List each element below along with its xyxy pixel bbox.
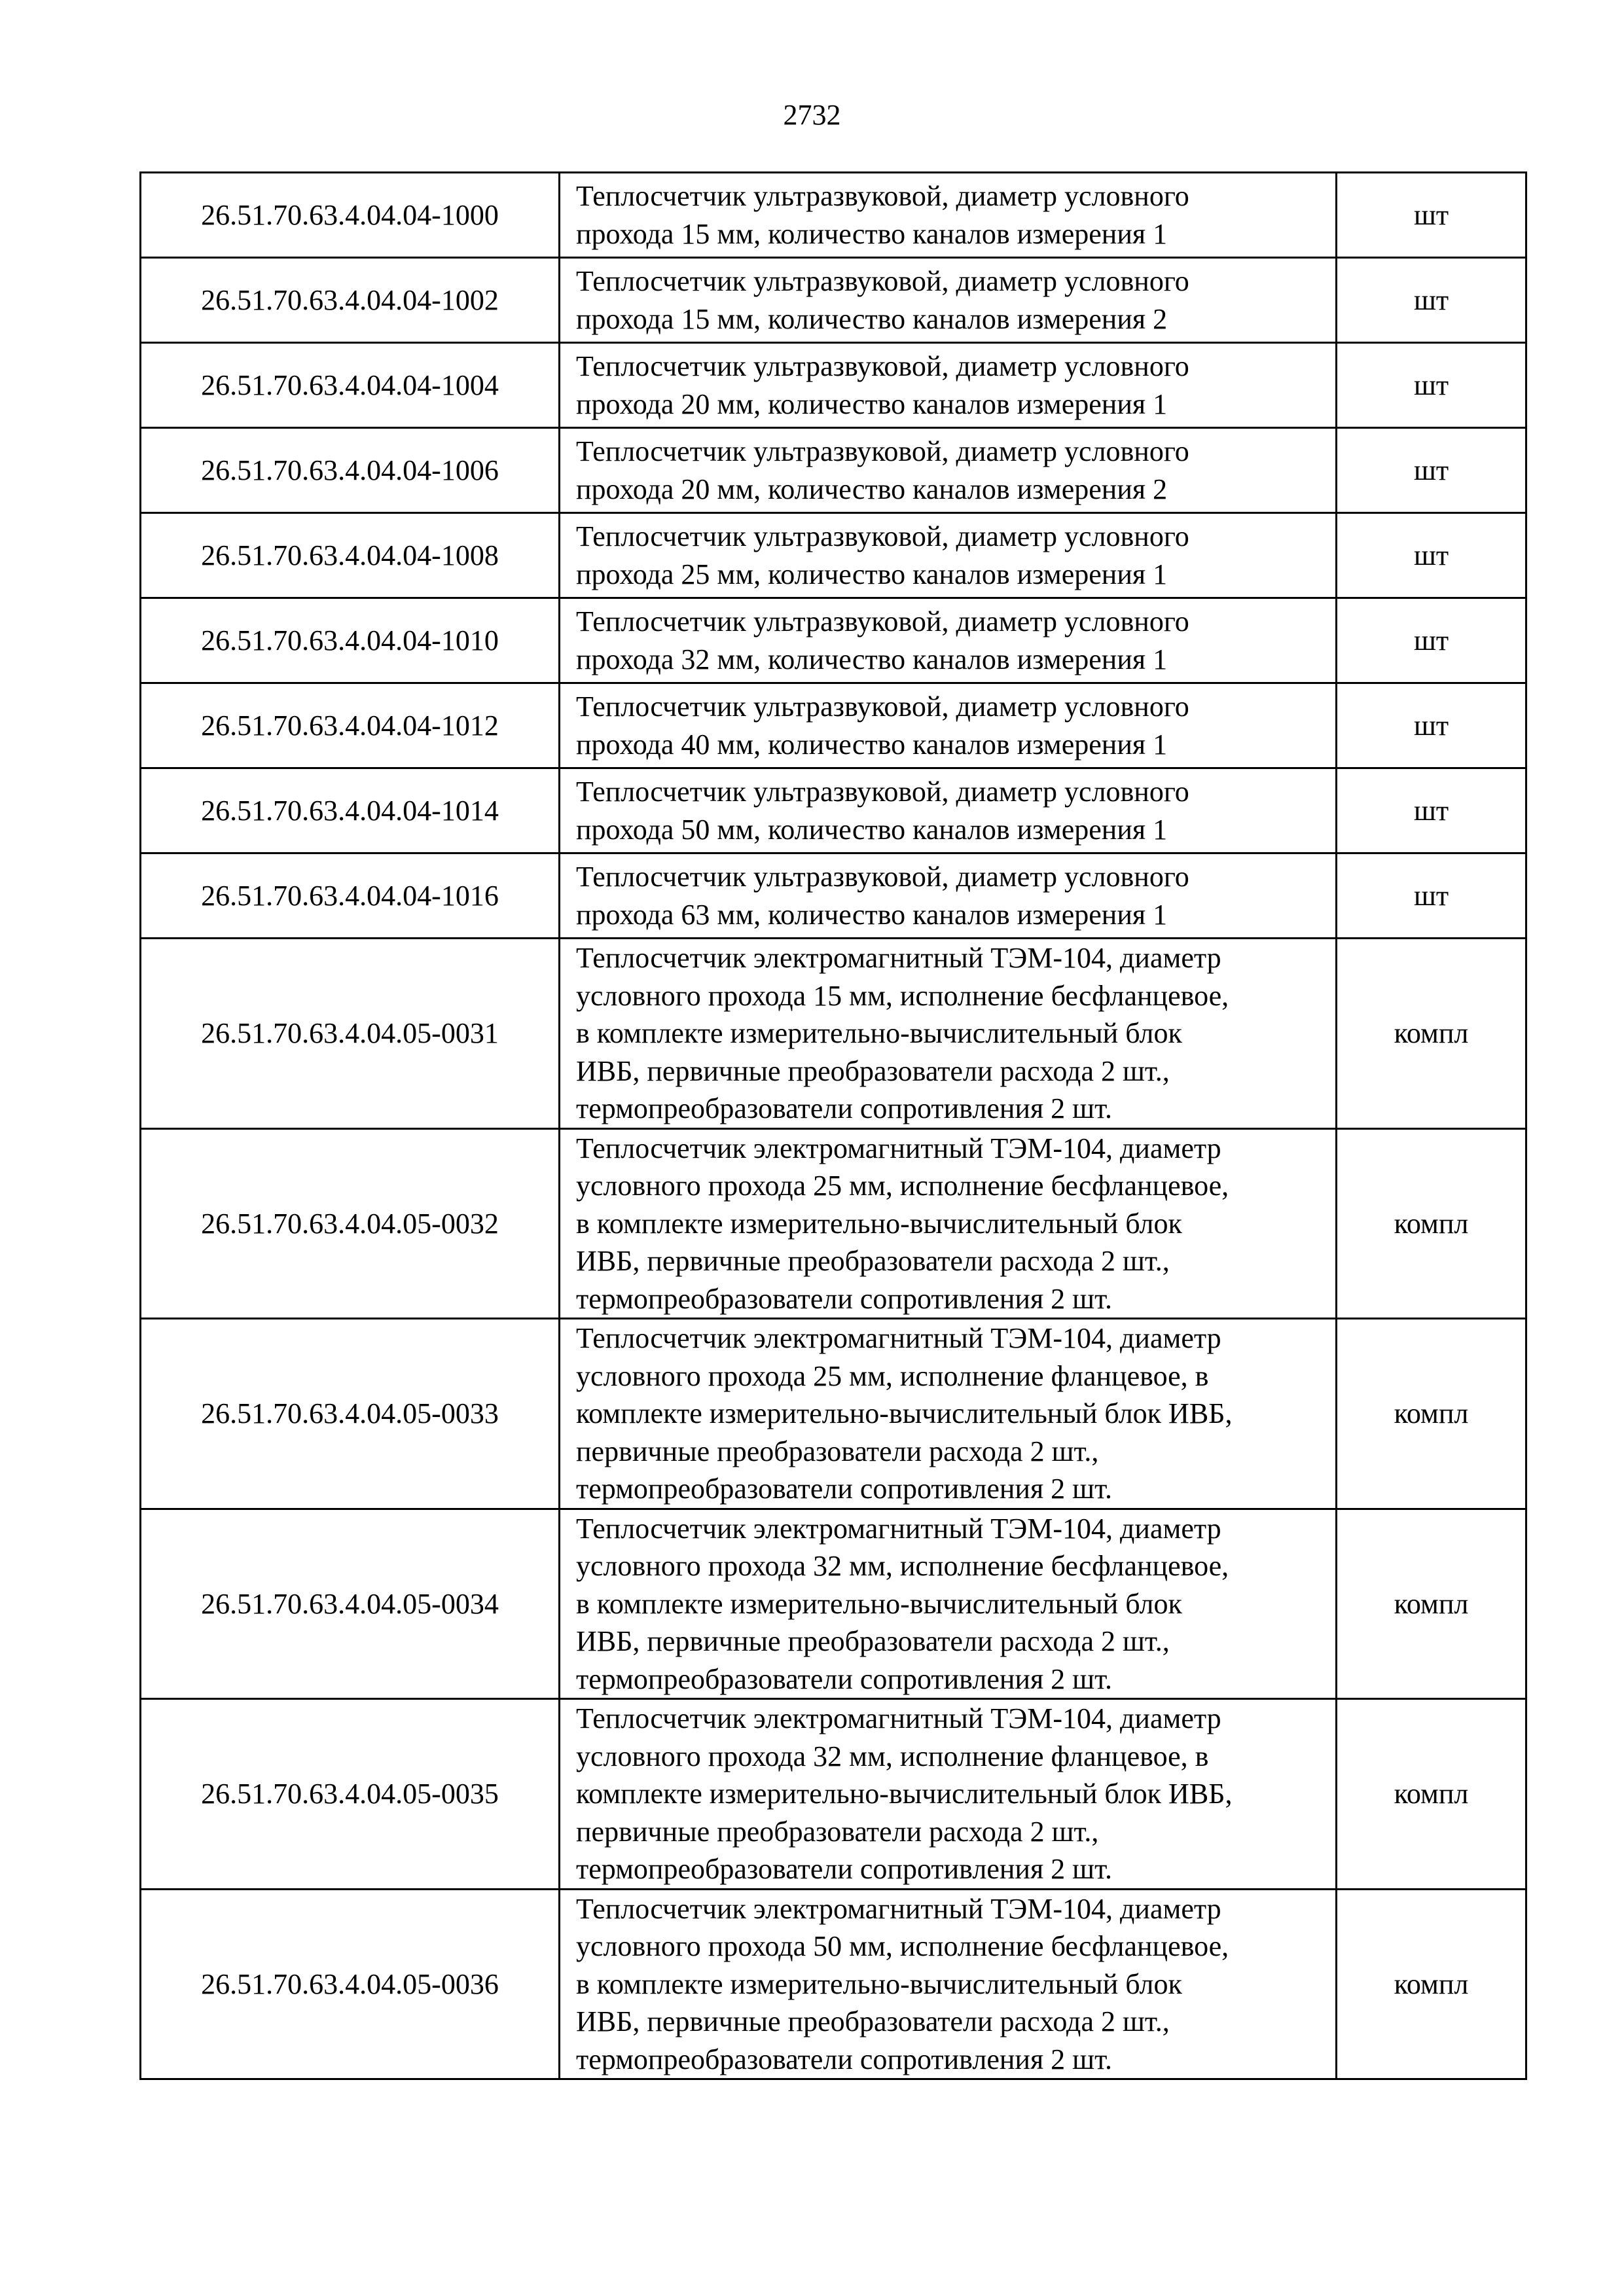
table-row — [141, 343, 1526, 428]
table-row — [141, 768, 1526, 853]
description-line: прохода 40 мм, количество каналов измерения 1 — [576, 728, 1168, 761]
table-row — [141, 173, 1526, 258]
table-row — [141, 513, 1526, 598]
description-line: условного прохода 32 мм, исполнение фланцевое, в — [576, 1740, 1209, 1772]
description-line: комплекте измерительно-вычислительный блок ИВБ, — [576, 1397, 1233, 1429]
description-line: прохода 50 мм, количество каналов измерения 1 — [576, 813, 1168, 846]
resource-code: 26.51.70.63.4.04.04-1004 — [141, 343, 560, 428]
resource-code: 26.51.70.63.4.04.04-1000 — [141, 173, 560, 258]
table-body — [141, 173, 1526, 2079]
description-line: Теплосчетчик ультразвуковой, диаметр условного — [576, 776, 1189, 808]
description-line: Теплосчетчик ультразвуковой, диаметр условного — [576, 265, 1189, 297]
description-line: прохода 15 мм, количество каналов измерения 2 — [576, 302, 1168, 335]
description-line: прохода 15 мм, количество каналов измерения 1 — [576, 217, 1168, 250]
resource-code: 26.51.70.63.4.04.04-1010 — [141, 598, 560, 683]
resource-description — [560, 1319, 1337, 1509]
resource-description — [560, 258, 1337, 343]
unit-of-measure: компл — [1337, 939, 1526, 1129]
unit-of-measure: компл — [1337, 1509, 1526, 1699]
description-line: условного прохода 15 мм, исполнение бесфланцевое, — [576, 979, 1229, 1012]
table-row — [141, 1889, 1526, 2079]
resource-description — [560, 343, 1337, 428]
resource-code: 26.51.70.63.4.04.04-1006 — [141, 428, 560, 513]
unit-of-measure: шт — [1337, 768, 1526, 853]
resource-table — [139, 171, 1527, 2080]
description-line: первичные преобразователи расхода 2 шт., — [576, 1435, 1099, 1467]
resource-description — [560, 598, 1337, 683]
description-line: первичные преобразователи расхода 2 шт., — [576, 1815, 1099, 1848]
unit-of-measure: шт — [1337, 853, 1526, 939]
description-line: Теплосчетчик электромагнитный ТЭМ-104, диаметр — [576, 1702, 1221, 1734]
page-number: 2732 — [783, 99, 841, 131]
description-line: термопреобразователи сопротивления 2 шт. — [576, 2043, 1112, 2075]
unit-of-measure: шт — [1337, 343, 1526, 428]
description-line: прохода 20 мм, количество каналов измерения 2 — [576, 473, 1168, 505]
description-line: прохода 25 мм, количество каналов измерения 1 — [576, 558, 1168, 590]
description-line: ИВБ, первичные преобразователи расхода 2 шт., — [576, 2005, 1170, 2037]
table-row — [141, 258, 1526, 343]
resource-code: 26.51.70.63.4.04.05-0034 — [141, 1509, 560, 1699]
resource-code: 26.51.70.63.4.04.04-1014 — [141, 768, 560, 853]
description-line: условного прохода 25 мм, исполнение фланцевое, в — [576, 1359, 1209, 1392]
resource-code: 26.51.70.63.4.04.04-1016 — [141, 853, 560, 939]
resource-description — [560, 1509, 1337, 1699]
resource-code: 26.51.70.63.4.04.05-0036 — [141, 1889, 560, 2079]
description-line: термопреобразователи сопротивления 2 шт. — [576, 1282, 1112, 1315]
description-line: в комплекте измерительно-вычислительный блок — [576, 1587, 1182, 1620]
resource-code: 26.51.70.63.4.04.04-1002 — [141, 258, 560, 343]
description-line: прохода 20 мм, количество каналов измерения 1 — [576, 387, 1168, 420]
description-line: в комплекте измерительно-вычислительный блок — [576, 1967, 1182, 2000]
unit-of-measure: шт — [1337, 598, 1526, 683]
description-line: ИВБ, первичные преобразователи расхода 2 шт., — [576, 1245, 1170, 1277]
description-line: условного прохода 50 мм, исполнение бесфланцевое, — [576, 1930, 1229, 1962]
description-line: ИВБ, первичные преобразователи расхода 2 шт., — [576, 1054, 1170, 1087]
description-line: Теплосчетчик ультразвуковой, диаметр условного — [576, 180, 1189, 212]
unit-of-measure: шт — [1337, 683, 1526, 768]
unit-of-measure: компл — [1337, 1699, 1526, 1890]
unit-of-measure: шт — [1337, 428, 1526, 513]
resource-description — [560, 939, 1337, 1129]
resource-code: 26.51.70.63.4.04.05-0033 — [141, 1319, 560, 1509]
description-line: прохода 32 мм, количество каналов измерения 1 — [576, 643, 1168, 675]
description-line: Теплосчетчик ультразвуковой, диаметр условного — [576, 350, 1189, 382]
description-line: Теплосчетчик ультразвуковой, диаметр условного — [576, 605, 1189, 637]
resource-description — [560, 173, 1337, 258]
description-line: Теплосчетчик электромагнитный ТЭМ-104, диаметр — [576, 1512, 1221, 1545]
table-row — [141, 939, 1526, 1129]
resource-code: 26.51.70.63.4.04.05-0035 — [141, 1699, 560, 1890]
table-row — [141, 853, 1526, 939]
description-line: Теплосчетчик электромагнитный ТЭМ-104, диаметр — [576, 1132, 1221, 1164]
resource-description — [560, 513, 1337, 598]
description-line: в комплекте измерительно-вычислительный блок — [576, 1207, 1182, 1240]
table-row — [141, 428, 1526, 513]
resource-description — [560, 683, 1337, 768]
table-row — [141, 1319, 1526, 1509]
description-line: ИВБ, первичные преобразователи расхода 2 шт., — [576, 1625, 1170, 1657]
unit-of-measure: шт — [1337, 513, 1526, 598]
description-line: Теплосчетчик ультразвуковой, диаметр условного — [576, 520, 1189, 552]
description-line: прохода 63 мм, количество каналов измерения 1 — [576, 898, 1168, 931]
description-line: термопреобразователи сопротивления 2 шт. — [576, 1853, 1112, 1885]
unit-of-measure: шт — [1337, 258, 1526, 343]
unit-of-measure: компл — [1337, 1319, 1526, 1509]
description-line: термопреобразователи сопротивления 2 шт. — [576, 1473, 1112, 1505]
resource-code: 26.51.70.63.4.04.05-0031 — [141, 939, 560, 1129]
table-row — [141, 1699, 1526, 1890]
description-line: Теплосчетчик ультразвуковой, диаметр условного — [576, 861, 1189, 893]
table-row — [141, 683, 1526, 768]
table-row — [141, 598, 1526, 683]
table-row — [141, 1128, 1526, 1319]
resource-code: 26.51.70.63.4.04.04-1012 — [141, 683, 560, 768]
description-line: в комплекте измерительно-вычислительный блок — [576, 1017, 1182, 1049]
table-row — [141, 1509, 1526, 1699]
description-line: Теплосчетчик электромагнитный ТЭМ-104, диаметр — [576, 1892, 1221, 1925]
resource-description — [560, 428, 1337, 513]
resource-description — [560, 1699, 1337, 1890]
description-line: комплекте измерительно-вычислительный блок ИВБ, — [576, 1778, 1233, 1810]
unit-of-measure: шт — [1337, 173, 1526, 258]
description-line: термопреобразователи сопротивления 2 шт. — [576, 1662, 1112, 1695]
resource-code: 26.51.70.63.4.04.05-0032 — [141, 1128, 560, 1319]
description-line: Теплосчетчик электромагнитный ТЭМ-104, диаметр — [576, 942, 1221, 974]
resource-description — [560, 1889, 1337, 2079]
unit-of-measure: компл — [1337, 1128, 1526, 1319]
description-line: термопреобразователи сопротивления 2 шт. — [576, 1092, 1112, 1124]
resource-description — [560, 768, 1337, 853]
description-line: Теплосчетчик ультразвуковой, диаметр условного — [576, 691, 1189, 723]
resource-description — [560, 1128, 1337, 1319]
description-line: условного прохода 25 мм, исполнение бесфланцевое, — [576, 1170, 1229, 1202]
resource-code: 26.51.70.63.4.04.04-1008 — [141, 513, 560, 598]
description-line: Теплосчетчик электромагнитный ТЭМ-104, диаметр — [576, 1322, 1221, 1354]
resource-description — [560, 853, 1337, 939]
description-line: условного прохода 32 мм, исполнение бесфланцевое, — [576, 1550, 1229, 1582]
description-line: Теплосчетчик ультразвуковой, диаметр условного — [576, 435, 1189, 467]
unit-of-measure: компл — [1337, 1889, 1526, 2079]
